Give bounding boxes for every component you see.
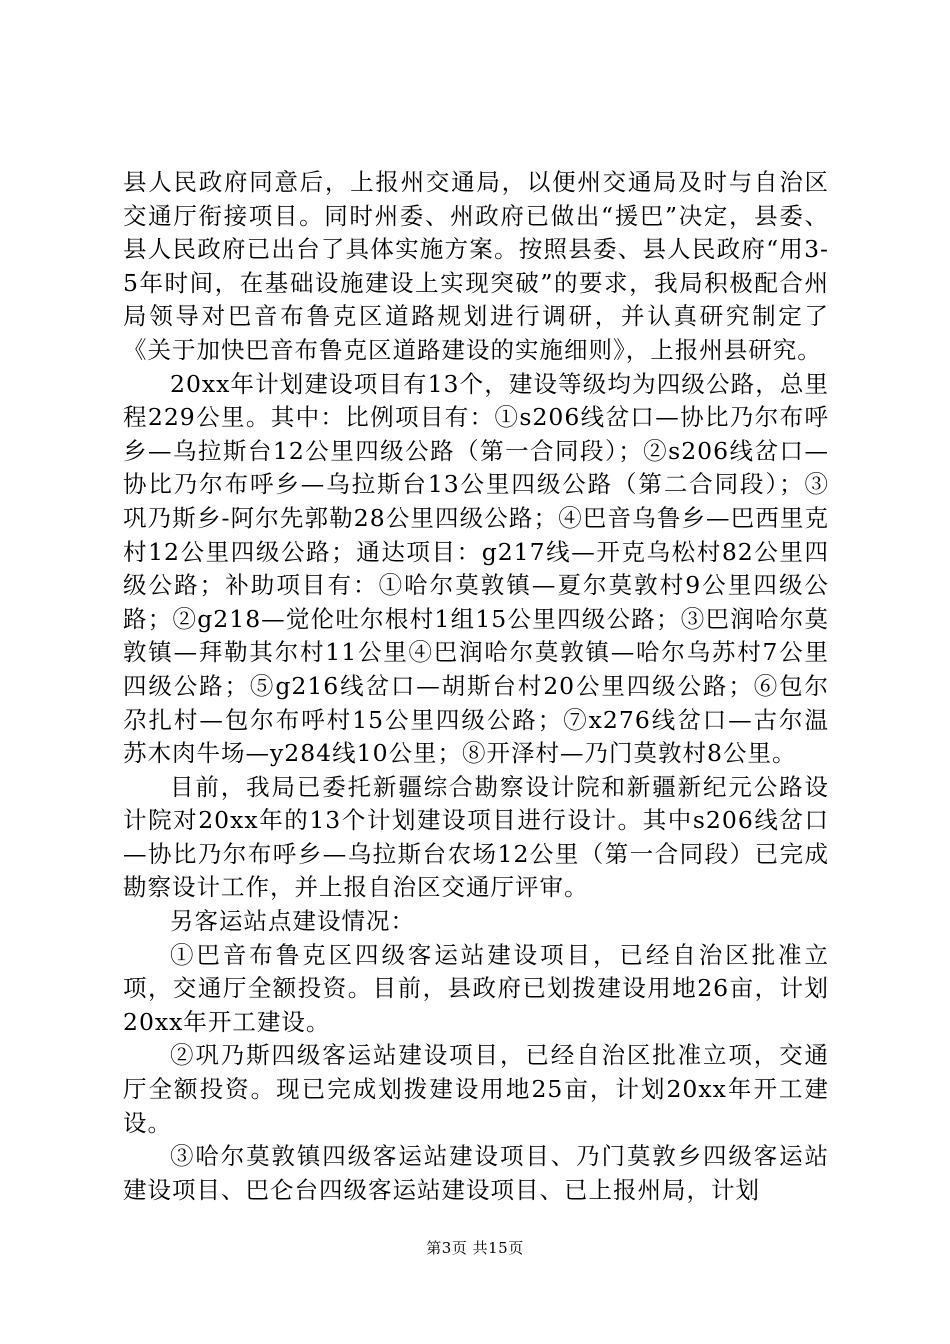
paragraph-3: 目前，我局已委托新疆综合勘察设计院和新疆新纪元公路设计院对20xx年的13个计划建设项目进行设计。其中s206线岔口—协比乃尔布呼乡—乌拉斯台农场12公里（第一合同段）已完成勘察设计工作，并上报自治区交通厅评审。 bbox=[123, 772, 829, 902]
paragraph-6: ②巩乃斯四级客运站建设项目，已经自治区批准立项，交通厅全额投资。现已完成划拨建设用地25亩，计划20xx年开工建设。 bbox=[123, 1041, 829, 1137]
document-body bbox=[123, 166, 829, 1207]
page-number-footer: 第3页 共15页 bbox=[426, 1239, 524, 1257]
paragraph-2: 20xx年计划建设项目有13个，建设等级均为四级公路，总里程229公里。其中：比例项目有：①s206线岔口—协比乃尔布呼乡—乌拉斯台12公里四级公路（第一合同段）；②s206线岔口—协比乃尔布呼乡—乌拉斯台13公里四级公路（第二合同段）；③巩乃斯乡-阿尔先郭勒28公里四级公路；④巴音乌鲁乡—巴西里克村12公里四级公路；通达项目：g217线—开克乌松村82公里四级公路；补助项目有：①哈尔莫敦镇—夏尔莫敦村9公里四级公路；②g218—觉伦吐尔根村1组15公里四级公路；③巴润哈尔莫敦镇—拜勒其尔村11公里④巴润哈尔莫敦镇—哈尔乌苏村7公里四级公路；⑤g216线岔口—胡斯台村20公里四级公路；⑥包尔尕扎村—包尔布呼村15公里四级公路；⑦x276线岔口—古尔温苏木肉牛场—y284线10公里；⑧开泽村—乃门莫敦村8公里。 bbox=[123, 369, 829, 768]
paragraph-1: 县人民政府同意后，上报州交通局，以便州交通局及时与自治区交通厅衔接项目。同时州委、州政府已做出“援巴”决定，县委、县人民政府已出台了具体实施方案。按照县委、县人民政府“用3-5年时间，在基础设施建设上实现突破”的要求，我局积极配合州局领导对巴音布鲁克区道路规划进行调研，并认真研究制定了《关于加快巴音布鲁克区道路建设的实施细则》，上报州县研究。 bbox=[123, 168, 829, 364]
paragraph-5: ①巴音布鲁克区四级客运站建设项目，已经自治区批准立项，交通厅全额投资。目前，县政府已划拨建设用地26亩，计划20xx年开工建设。 bbox=[123, 940, 829, 1036]
paragraph-4: 另客运站点建设情况： bbox=[170, 907, 415, 936]
paragraph-7: ③哈尔莫敦镇四级客运站建设项目、乃门莫敦乡四级客运站建设项目、巴仑台四级客运站建设项目、已上报州局，计划 bbox=[123, 1142, 829, 1204]
